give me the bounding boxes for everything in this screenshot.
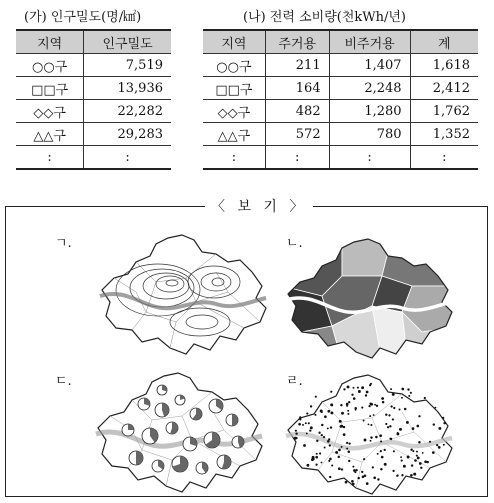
table-row — [16, 54, 171, 77]
distribution-dot — [339, 420, 342, 423]
distribution-dot — [418, 415, 420, 417]
distribution-dot — [361, 407, 363, 409]
distribution-dot — [302, 424, 304, 426]
distribution-dot — [316, 440, 318, 442]
distribution-dot — [396, 475, 398, 477]
distribution-dot — [331, 464, 333, 466]
total-cell: 2,412 — [410, 77, 478, 100]
distribution-dot — [369, 384, 371, 386]
distribution-dot — [433, 423, 435, 425]
distribution-dot — [341, 446, 343, 448]
residential-cell: 211 — [265, 54, 329, 77]
distribution-dot — [397, 432, 399, 434]
distribution-dot — [387, 426, 389, 428]
distribution-dot — [343, 433, 346, 436]
column-header: 지역 — [16, 30, 84, 54]
column-header: 계 — [410, 30, 478, 54]
column-header: 인구밀도 — [84, 30, 171, 54]
distribution-dot — [420, 467, 422, 469]
distribution-dot — [443, 444, 445, 446]
distribution-dot — [362, 475, 365, 478]
distribution-dot — [299, 416, 301, 418]
distribution-dot — [390, 405, 392, 407]
distribution-dot — [382, 401, 385, 404]
distribution-dot — [305, 422, 307, 424]
distribution-dot — [366, 391, 369, 394]
distribution-dot — [340, 404, 342, 406]
distribution-dot — [414, 459, 417, 462]
distribution-dot — [366, 482, 369, 485]
distribution-dot — [407, 388, 409, 390]
distribution-dot — [408, 395, 410, 397]
distribution-dot — [351, 394, 353, 396]
distribution-dot — [353, 387, 355, 389]
distribution-dot — [381, 456, 384, 459]
distribution-dot — [316, 453, 318, 455]
distribution-dot — [328, 460, 330, 462]
distribution-dot — [310, 405, 312, 407]
distribution-dot — [422, 452, 424, 454]
distribution-dot — [410, 392, 412, 394]
distribution-dot — [303, 444, 306, 447]
distribution-dot — [369, 415, 371, 417]
region-cell: □□구 — [16, 77, 84, 100]
distribution-dot — [390, 388, 392, 390]
distribution-dot — [434, 407, 436, 409]
distribution-dot — [352, 483, 355, 486]
distribution-dot — [400, 456, 402, 458]
residential-cell: 164 — [265, 77, 329, 100]
distribution-dot — [388, 414, 390, 416]
distribution-dot — [347, 413, 349, 415]
distribution-dot — [315, 396, 317, 398]
distribution-dot — [361, 386, 364, 389]
distribution-dot — [329, 476, 331, 478]
distribution-dot — [368, 405, 370, 407]
distribution-dot — [403, 465, 406, 468]
table-row — [203, 123, 478, 146]
distribution-dot — [335, 451, 338, 454]
distribution-dot — [306, 464, 309, 467]
density-cell: 29,283 — [84, 123, 171, 146]
distribution-dot — [338, 449, 341, 452]
distribution-dot — [343, 426, 345, 428]
distribution-dot — [399, 409, 401, 411]
distribution-dot — [338, 456, 340, 458]
density-cell: 22,282 — [84, 100, 171, 123]
distribution-dot — [324, 447, 326, 449]
distribution-dot — [330, 426, 332, 428]
distribution-dot — [315, 463, 317, 465]
region-cell: ○○구 — [203, 54, 265, 77]
distribution-dot — [330, 411, 333, 414]
item-label-digeut: ㄷ. — [55, 374, 72, 389]
distribution-dot — [369, 403, 372, 406]
distribution-dot — [380, 468, 382, 470]
table-row — [16, 123, 171, 146]
distribution-dot — [348, 460, 350, 462]
distribution-dot — [348, 442, 350, 444]
distribution-dot — [309, 429, 311, 431]
distribution-dot — [416, 455, 418, 457]
choropleth-map — [282, 236, 462, 362]
distribution-dot — [321, 462, 323, 464]
distribution-dot — [352, 466, 354, 468]
ellipsis-cell: : — [203, 146, 265, 170]
region-cell: △△구 — [16, 123, 84, 146]
electricity-consumption-table — [203, 29, 478, 170]
table-row — [203, 100, 478, 123]
density-cell: 13,936 — [84, 77, 171, 100]
distribution-dot — [338, 467, 341, 470]
distribution-dot — [416, 425, 419, 428]
distribution-dot — [361, 471, 363, 473]
distribution-dot — [329, 458, 332, 461]
region-cell: □□구 — [203, 77, 265, 100]
distribution-dot — [372, 466, 374, 468]
distribution-dot — [384, 449, 386, 451]
distribution-dot — [308, 422, 310, 424]
distribution-dot — [418, 441, 421, 444]
distribution-dot — [345, 481, 348, 484]
distribution-dot — [419, 462, 422, 465]
region-cell: ◇◇구 — [16, 100, 84, 123]
distribution-dot — [327, 427, 329, 429]
table-na-caption: (나) 전력 소비량(천kWh/년) — [243, 10, 407, 25]
distribution-dot — [353, 397, 356, 400]
distribution-dot — [354, 471, 356, 473]
distribution-dot — [341, 468, 343, 470]
distribution-dot — [295, 430, 297, 432]
distribution-dot — [385, 413, 387, 415]
distribution-dot — [323, 436, 325, 438]
distribution-dot — [365, 394, 367, 396]
total-cell: 1,352 — [410, 123, 478, 146]
region-cell: ◇◇구 — [203, 100, 265, 123]
distribution-dot — [296, 437, 298, 439]
distribution-dot — [319, 452, 321, 454]
distribution-dot — [373, 414, 375, 416]
table-row — [203, 77, 478, 100]
population-density-table — [16, 29, 171, 170]
table-row — [203, 146, 478, 170]
column-header: 지역 — [203, 30, 265, 54]
nonresidential-cell: 1,280 — [329, 100, 410, 123]
distribution-dot — [392, 470, 394, 472]
distribution-dot — [443, 422, 445, 424]
distribution-dot — [373, 477, 376, 480]
distribution-dot — [385, 423, 387, 425]
distribution-dot — [321, 434, 323, 436]
item-label-giyeok: ㄱ. — [55, 236, 72, 251]
distribution-dot — [329, 444, 331, 446]
distribution-dot — [318, 432, 320, 434]
table-header-row — [203, 30, 478, 54]
distribution-dot — [410, 448, 412, 450]
distribution-dot — [363, 458, 365, 460]
distribution-dot — [411, 464, 413, 466]
distribution-dot — [327, 410, 330, 413]
distribution-dot — [380, 450, 382, 452]
distribution-dot — [306, 413, 308, 415]
distribution-dot — [392, 418, 394, 420]
distribution-dot — [379, 434, 382, 437]
total-cell: 1,762 — [410, 100, 478, 123]
distribution-dot — [401, 388, 404, 391]
distribution-dot — [357, 477, 359, 479]
distribution-dot — [306, 432, 308, 434]
table-header-row — [16, 30, 171, 54]
distribution-dot — [370, 436, 372, 438]
distribution-dot — [390, 438, 392, 440]
distribution-dot — [412, 427, 415, 430]
distribution-dot — [346, 442, 348, 444]
distribution-dot — [368, 423, 370, 425]
distribution-dot — [347, 410, 349, 412]
table-row — [16, 146, 171, 170]
pie-chart-map — [92, 370, 272, 496]
table-row — [203, 54, 478, 77]
distribution-dot — [442, 417, 444, 419]
distribution-dot — [377, 478, 379, 480]
distribution-dot — [377, 453, 379, 455]
distribution-dot — [310, 426, 313, 429]
distribution-dot — [341, 412, 344, 415]
distribution-dot — [374, 404, 376, 406]
distribution-dot — [364, 439, 367, 442]
distribution-dot — [348, 401, 350, 403]
distribution-dot — [315, 414, 317, 416]
distribution-dot — [424, 460, 427, 463]
contour-lines-map — [96, 232, 276, 360]
ellipsis-cell: : — [265, 146, 329, 170]
item-label-nieun: ㄴ. — [286, 236, 303, 251]
nonresidential-cell: 2,248 — [329, 77, 410, 100]
distribution-dot — [312, 456, 315, 459]
distribution-dot — [384, 463, 387, 466]
distribution-dot — [401, 474, 403, 476]
distribution-dot — [438, 446, 441, 449]
distribution-dot — [298, 423, 301, 426]
distribution-dot — [424, 397, 426, 399]
table-ga-caption: (가) 인구밀도(명/㎢) — [24, 10, 142, 25]
table-row — [16, 100, 171, 123]
distribution-dot — [355, 469, 357, 471]
nonresidential-cell: 1,407 — [329, 54, 410, 77]
distribution-dot — [389, 425, 391, 427]
item-label-rieul: ㄹ. — [286, 374, 303, 389]
ellipsis-cell: : — [16, 146, 84, 170]
distribution-dot — [407, 456, 410, 459]
distribution-dot — [399, 428, 402, 431]
distribution-dot — [331, 404, 333, 406]
distribution-dot — [347, 386, 349, 388]
ellipsis-cell: : — [410, 146, 478, 170]
column-header: 비주거용 — [329, 30, 410, 54]
distribution-dot — [393, 450, 395, 452]
distribution-dot — [404, 408, 407, 411]
distribution-dot — [357, 387, 359, 389]
distribution-dot — [410, 474, 413, 477]
distribution-dot — [401, 397, 403, 399]
distribution-dot — [381, 397, 384, 400]
ellipsis-cell: : — [329, 146, 410, 170]
dot-distribution-map — [282, 372, 462, 496]
ellipsis-cell: : — [84, 146, 171, 170]
distribution-dot — [432, 451, 435, 454]
residential-cell: 482 — [265, 100, 329, 123]
distribution-dot — [413, 473, 416, 476]
distribution-dot — [438, 427, 441, 430]
distribution-dot — [376, 405, 378, 407]
distribution-dot — [343, 388, 345, 390]
distribution-dot — [436, 444, 438, 446]
residential-cell: 572 — [265, 123, 329, 146]
distribution-dot — [401, 460, 403, 462]
distribution-dot — [340, 425, 343, 428]
distribution-dot — [321, 424, 323, 426]
distribution-dot — [429, 441, 431, 443]
distribution-dot — [392, 393, 395, 396]
distribution-dot — [380, 441, 382, 443]
bogi-title: 〈 보 기 〉 — [205, 196, 313, 216]
distribution-dot — [363, 420, 365, 422]
distribution-dot — [412, 450, 414, 452]
distribution-dot — [330, 391, 332, 393]
distribution-dot — [354, 407, 357, 410]
distribution-dot — [393, 407, 395, 409]
distribution-dot — [348, 450, 351, 453]
region-cell: △△구 — [203, 123, 265, 146]
distribution-dot — [346, 405, 348, 407]
distribution-dot — [406, 421, 409, 424]
distribution-dot — [295, 433, 297, 435]
distribution-dot — [315, 456, 318, 459]
distribution-dot — [370, 424, 372, 426]
distribution-dot — [327, 440, 330, 443]
distribution-dot — [351, 480, 354, 483]
distribution-dot — [416, 451, 418, 453]
table-row — [16, 77, 171, 100]
column-header: 주거용 — [265, 30, 329, 54]
distribution-dot — [320, 410, 323, 413]
total-cell: 1,618 — [410, 54, 478, 77]
distribution-dot — [417, 456, 420, 459]
distribution-dot — [375, 436, 378, 439]
distribution-dot — [346, 448, 348, 450]
distribution-dot — [370, 440, 372, 442]
nonresidential-cell: 780 — [329, 123, 410, 146]
distribution-dot — [324, 415, 327, 418]
density-cell: 7,519 — [84, 54, 171, 77]
region-cell: ○○구 — [16, 54, 84, 77]
distribution-dot — [358, 390, 361, 393]
